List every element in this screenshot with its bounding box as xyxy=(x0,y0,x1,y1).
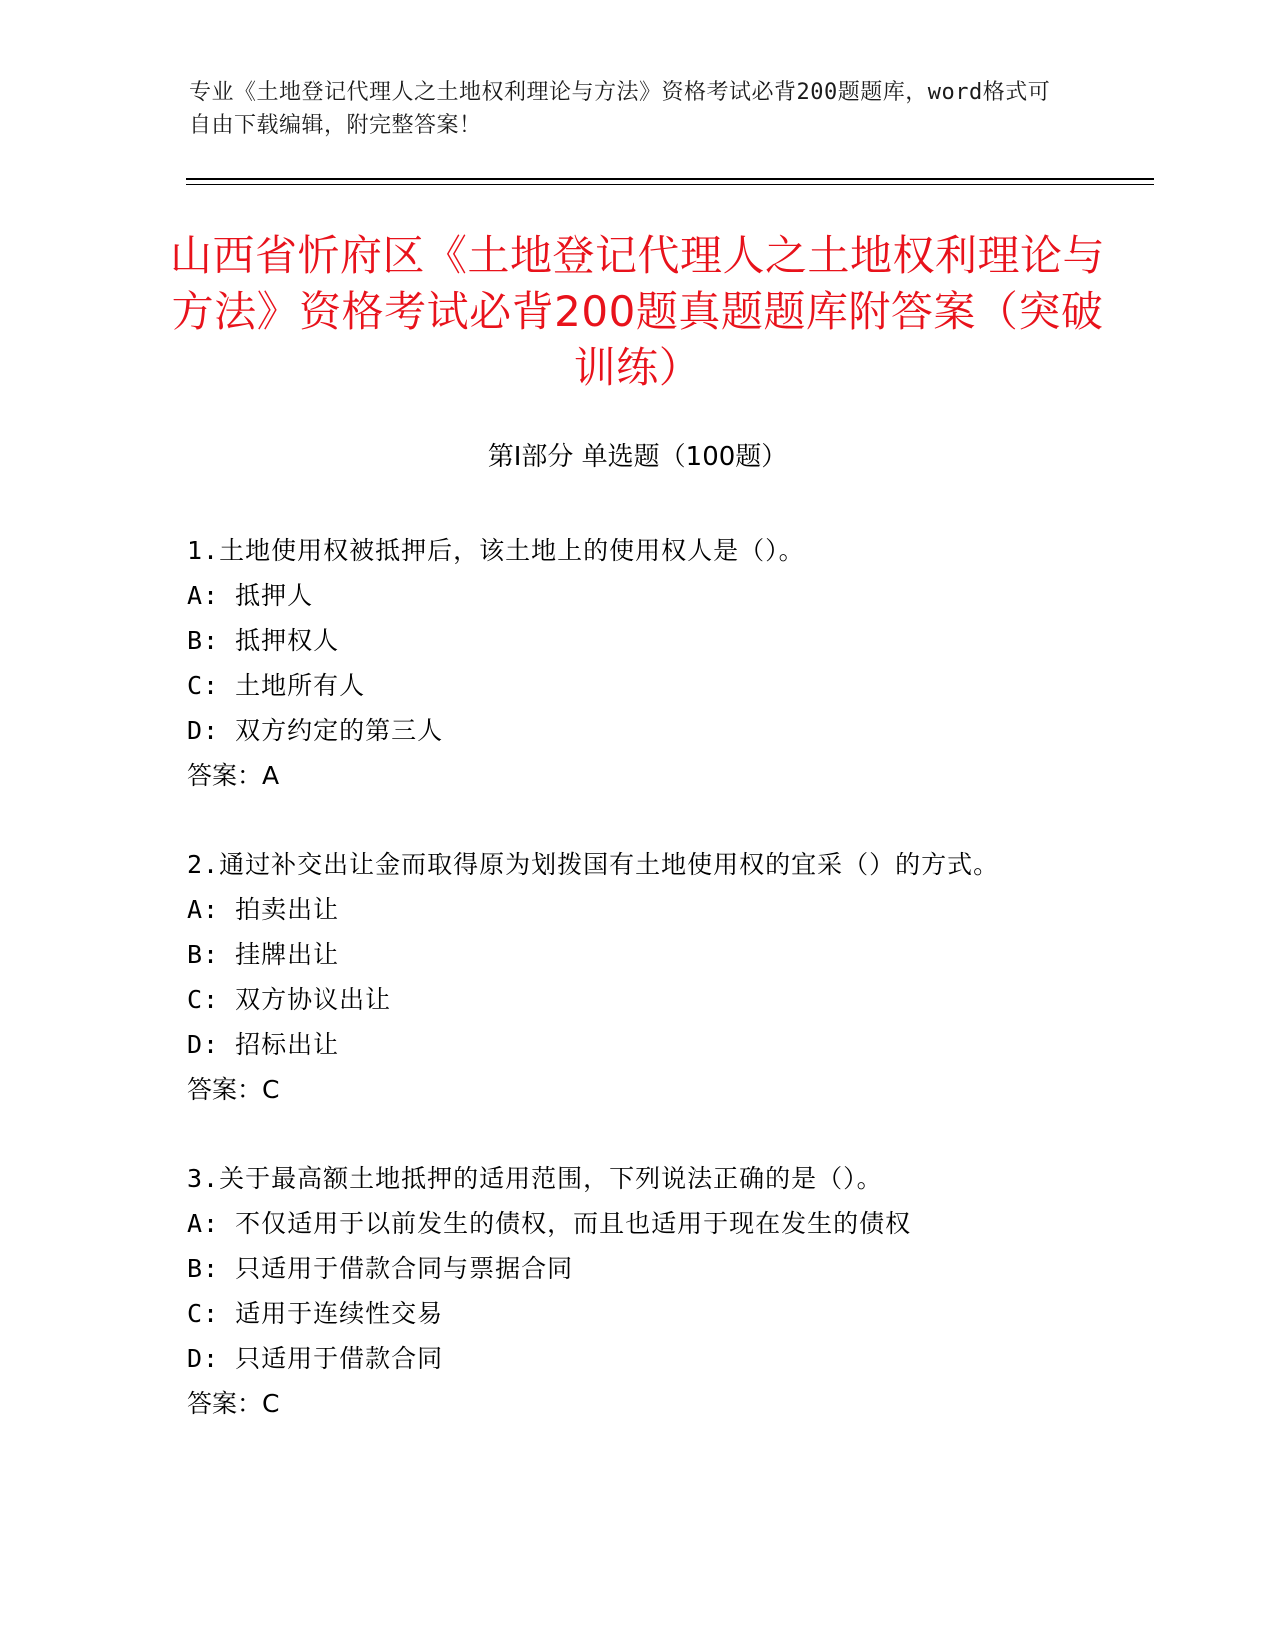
option-a: A: 不仅适用于以前发生的债权，而且也适用于现在发生的债权 xyxy=(187,1209,912,1238)
option-b: B: 抵押权人 xyxy=(187,626,340,655)
option-d: D: 双方约定的第三人 xyxy=(187,716,444,745)
option-c: C: 土地所有人 xyxy=(187,671,366,700)
document-title: 山西省忻府区《土地登记代理人之土地权利理论与方法》资格考试必背200题真题题库附答案（突破训练） xyxy=(170,231,1106,392)
question-item xyxy=(187,842,1067,1112)
section-heading: 第Ⅰ部分 单选题（100题） xyxy=(487,442,788,472)
option-a: A: 拍卖出让 xyxy=(187,895,340,924)
header-divider-thin xyxy=(186,184,1154,185)
question-stem: 3.关于最高额土地抵押的适用范围，下列说法正确的是（）。 xyxy=(187,1164,883,1193)
option-d: D: 只适用于借款合同 xyxy=(187,1344,444,1373)
header-note: 专业《土地登记代理人之土地权利理论与方法》资格考试必背200题题库，word格式可自由下载编辑，附完整答案！ xyxy=(189,80,1051,138)
question-item xyxy=(187,1156,1067,1426)
answer-line: 答案：C xyxy=(187,1389,280,1418)
option-a: A: 抵押人 xyxy=(187,581,314,610)
question-stem: 1.土地使用权被抵押后，该土地上的使用权人是（）。 xyxy=(187,536,805,565)
option-d: D: 招标出让 xyxy=(187,1030,340,1059)
answer-line: 答案：C xyxy=(187,1075,280,1104)
question-list xyxy=(187,528,1067,1470)
option-c: C: 适用于连续性交易 xyxy=(187,1299,444,1328)
header-divider-thick xyxy=(186,178,1154,180)
option-b: B: 只适用于借款合同与票据合同 xyxy=(187,1254,574,1283)
answer-line: 答案：A xyxy=(187,761,280,790)
question-item xyxy=(187,528,1067,798)
question-stem: 2.通过补交出让金而取得原为划拨国有土地使用权的宜采（）的方式。 xyxy=(187,850,1000,879)
option-c: C: 双方协议出让 xyxy=(187,985,392,1014)
option-b: B: 挂牌出让 xyxy=(187,940,340,969)
